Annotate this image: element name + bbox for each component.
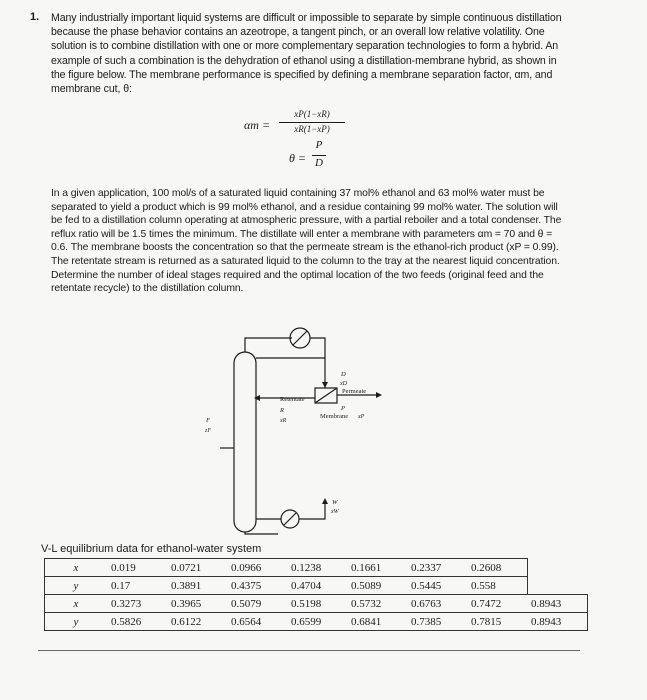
row-label: x [45, 595, 108, 613]
table-cell: 0.17 [107, 577, 167, 595]
vle-table [44, 558, 588, 631]
table-cell: 0.5732 [347, 595, 407, 613]
alpha-lhs: αm = [244, 118, 271, 132]
r-label: R [280, 407, 284, 414]
p-label: P [341, 405, 345, 412]
membrane-label: Membrane [320, 413, 349, 420]
table-cell: 0.6841 [347, 613, 407, 631]
table-cell: 0.3273 [107, 595, 167, 613]
row-label: x [45, 559, 108, 577]
bottoms-line [245, 532, 278, 534]
row-label: y [45, 577, 108, 595]
residue-arrow [322, 498, 328, 504]
table-cell: 0.0721 [167, 559, 227, 577]
theta-fraction-bar [312, 155, 326, 156]
table-cell: 0.8943 [527, 613, 588, 631]
table-cell: 0.7472 [467, 595, 527, 613]
table-cell: 0.1238 [287, 559, 347, 577]
theta-numerator: P [315, 139, 323, 151]
row-label: y [45, 613, 108, 631]
permeate-arrow [376, 392, 382, 398]
table-cell: 0.5089 [347, 577, 407, 595]
table-cell: 0.3891 [167, 577, 227, 595]
alpha-numerator: xP(1−xR) [294, 109, 330, 119]
table-cell: 0.6122 [167, 613, 227, 631]
table-cell: 0.5198 [287, 595, 347, 613]
residue-line [299, 502, 325, 519]
theta-lhs: θ = [289, 151, 306, 165]
d-label: D [341, 371, 346, 378]
table-row [45, 559, 588, 577]
problem-task-paragraph: In a given application, 100 mol/s of a saturated liquid containing 37 mol% ethanol and 63 mol% water must be separated to yield a product which is 99 mol% ethanol, and a residue containing 99 mol% water. The solution will be fed to a distillation column operating at atmospheric pressure, with a partial reboiler and a total condenser. The reflux ratio will be 1.5 times the minimum. The distillate will enter a membrane with parameters αm = 70 and θ = 0.6. The membrane boosts the concentration so that the permeate stream is the ethanol-rich product (xP = 0.99). The retentate stream is returned as a saturated liquid to the column to the tray at the nearest liquid concentration. Determine the number of ideal stages required and the optimal location of the two feeds (original feed and the retentate recycle) to the distillation column. [51, 188, 562, 295]
xr-label: xR [280, 418, 287, 424]
distillate-arrow [322, 382, 328, 388]
xp-label: xP [358, 414, 365, 420]
xw-label: xW [331, 509, 339, 515]
table-cell: 0.5079 [227, 595, 287, 613]
table-cell: 0.558 [467, 577, 527, 595]
permeate-label: Permeate [342, 388, 367, 395]
retentate-arrow [254, 395, 260, 401]
table-cell: 0.5445 [407, 577, 467, 595]
f-label: F [206, 417, 210, 424]
alpha-denominator: xR(1−xP) [294, 124, 330, 134]
table-cell: 0.7385 [407, 613, 467, 631]
table-cell: 0.5826 [107, 613, 167, 631]
problem-intro-paragraph: Many industrially important liquid systems are difficult or impossible to separate by simple continuous distillation because the phase behavior contains an azeotrope, a tangent pinch, or an overall low relative volatility. One solution is to combine distillation with one or more complementary separation technologies to form a hybrid. An example of such a combination is the dehydration of ethanol using a distillation-membrane hybrid, as shown in the figure below. The membrane performance is specified by defining a membrane separation factor, αm, and membrane cut, θ: [51, 12, 562, 96]
table-cell: 0.019 [107, 559, 167, 577]
table-cell: 0.2337 [407, 559, 467, 577]
table-cell: 0.8943 [527, 595, 588, 613]
overhead-vapor-line [245, 338, 292, 352]
retentate-label: Retentate [280, 396, 305, 403]
distillation-column [234, 352, 256, 532]
table-cell: 0.1661 [347, 559, 407, 577]
table-row [45, 595, 588, 613]
xd-label: xD [340, 381, 347, 387]
w-label: W [332, 499, 338, 506]
problem-number: 1. [30, 11, 40, 23]
table-cell: 0.6599 [287, 613, 347, 631]
vle-table-title: V-L equilibrium data for ethanol-water system [41, 543, 262, 555]
alpha-fraction-bar [279, 122, 345, 123]
zf-label: zF [205, 428, 211, 434]
bottom-divider [38, 650, 580, 651]
table-cell: 0.3965 [167, 595, 227, 613]
table-cell: 0.4704 [287, 577, 347, 595]
table-cell: 0.7815 [467, 613, 527, 631]
empty-cell [527, 559, 588, 577]
table-cell: 0.2608 [467, 559, 527, 577]
table-row [45, 577, 588, 595]
table-cell: 0.6763 [407, 595, 467, 613]
theta-denominator: D [315, 157, 323, 169]
table-cell: 0.0966 [227, 559, 287, 577]
table-cell: 0.6564 [227, 613, 287, 631]
table-cell: 0.4375 [227, 577, 287, 595]
distillation-membrane-figure [200, 322, 400, 538]
empty-cell [527, 577, 588, 595]
table-row [45, 613, 588, 631]
